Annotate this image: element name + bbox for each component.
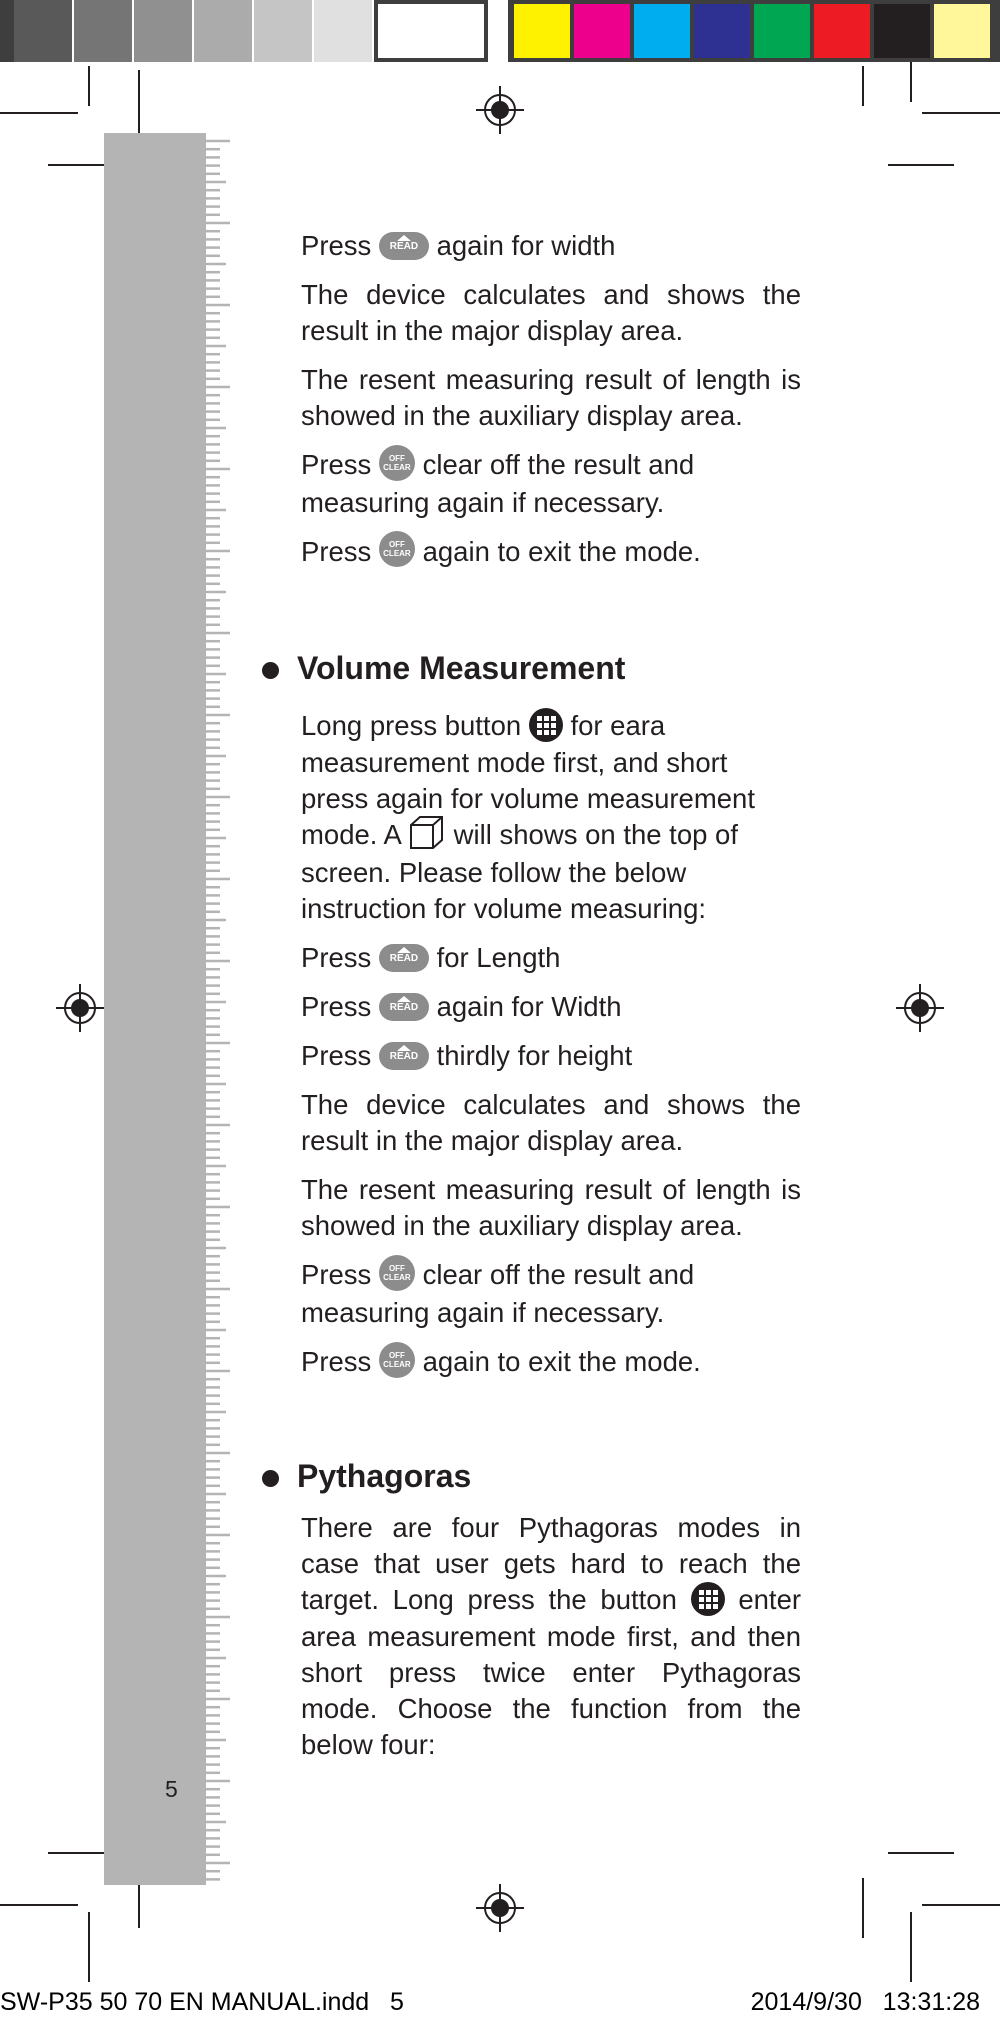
crop-mark: [888, 164, 954, 166]
green-swatch: [754, 4, 810, 58]
gray-swatch: [14, 0, 72, 62]
paragraph: Press READ again for width: [301, 230, 616, 261]
paragraph: The resent measuring result of length is showed in the auxiliary display area.: [301, 1174, 801, 1242]
crop-mark: [48, 1852, 108, 1854]
section-pythagoras: [301, 1510, 801, 1776]
crop-mark: [888, 1852, 954, 1854]
area-button-icon: [691, 1582, 725, 1616]
paragraph: Press OFF CLEAR clear off the result and measuring again if necessary.: [301, 447, 801, 521]
cube-icon: [408, 813, 446, 851]
cyan-swatch: [634, 4, 690, 58]
read-button-icon: READ: [379, 232, 429, 260]
paragraph: The device calculates and shows the result in the major display area.: [301, 1089, 801, 1157]
paragraph: Press READ again for Width: [301, 991, 622, 1023]
gray-swatch: [314, 0, 372, 62]
crop-mark: [138, 70, 140, 140]
gray-swatch: [194, 0, 252, 62]
area-button-icon: [529, 708, 563, 742]
gray-swatch: [74, 0, 132, 62]
crop-mark: [48, 164, 108, 166]
off-clear-button-icon: OFF CLEAR: [379, 1255, 415, 1291]
page-number: 5: [165, 1776, 178, 1802]
crop-mark: [922, 112, 1000, 114]
paragraph: The resent measuring result of length is showed in the auxiliary display area.: [301, 364, 801, 431]
crop-mark: [88, 66, 90, 106]
footer-timestamp: 2014/9/30 13:31:28: [750, 1988, 980, 2016]
crop-mark: [0, 112, 78, 114]
gray-swatch: [134, 0, 192, 62]
crop-mark: [88, 1912, 90, 1982]
bullet-icon: [262, 662, 279, 679]
footer-filename: SW-P35 50 70 EN MANUAL.indd 5: [0, 1988, 404, 2016]
paragraph: There are four Pythagoras modes in case that user gets hard to reach the target. Long press the button enter area measurement mode first, and then short press twice enter Pythagoras mode. Choose the function from the below four:: [301, 1512, 802, 1760]
blue-swatch: [694, 4, 750, 58]
section-heading-pythagoras: Pythagoras: [297, 1458, 472, 1494]
registration-mark-icon: [54, 982, 106, 1034]
crop-mark: [0, 1904, 78, 1906]
registration-mark-icon: [474, 1882, 526, 1934]
color-calibration-bar: [0, 0, 1000, 62]
read-button-icon: READ: [379, 1042, 429, 1070]
paragraph: Press OFF CLEAR again to exit the mode.: [301, 534, 801, 572]
crop-mark: [862, 66, 864, 106]
read-button-icon: READ: [379, 993, 429, 1021]
gray-swatch: [0, 0, 14, 62]
magenta-swatch: [574, 4, 630, 58]
paragraph: Press OFF CLEAR clear off the result and measuring again if necessary.: [301, 1257, 801, 1331]
paragraph: Press READ for Length: [301, 942, 561, 974]
gray-swatch: [254, 0, 312, 62]
registration-mark-icon: [894, 982, 946, 1034]
read-button-icon: READ: [379, 944, 429, 972]
crop-mark: [910, 1912, 912, 1982]
red-swatch: [814, 4, 870, 58]
off-clear-button-icon: OFF CLEAR: [379, 1342, 415, 1378]
paragraph: Press READ thirdly for height: [301, 1040, 633, 1072]
black-swatch: [874, 4, 930, 58]
paragraph: Press OFF CLEAR again to exit the mode.: [301, 1344, 801, 1382]
off-clear-button-icon: OFF CLEAR: [379, 445, 415, 481]
crop-mark: [138, 1878, 140, 1928]
crop-mark: [862, 1878, 864, 1938]
yellow-swatch: [514, 4, 570, 58]
bullet-icon: [262, 1470, 279, 1487]
section-width-steps: [301, 228, 801, 584]
registration-mark-icon: [474, 84, 526, 136]
section-volume: [301, 708, 801, 1395]
light-yellow-swatch: [934, 4, 990, 58]
crop-mark: [922, 1904, 1000, 1906]
gray-swatch: [374, 0, 488, 62]
off-clear-button-icon: OFF CLEAR: [379, 531, 415, 567]
ruler-strip: [104, 133, 206, 1885]
paragraph: Long press button for eara measurement mode first, and short press again for volume measurement mode. A will shows on the top of screen. Please follow the below instruction for volume measuring:: [301, 708, 801, 927]
paragraph: The device calculates and shows the result in the major display area.: [301, 279, 801, 346]
crop-mark: [910, 62, 912, 102]
ruler-ticks: [206, 133, 236, 1885]
section-heading-volume: Volume Measurement: [297, 650, 626, 686]
